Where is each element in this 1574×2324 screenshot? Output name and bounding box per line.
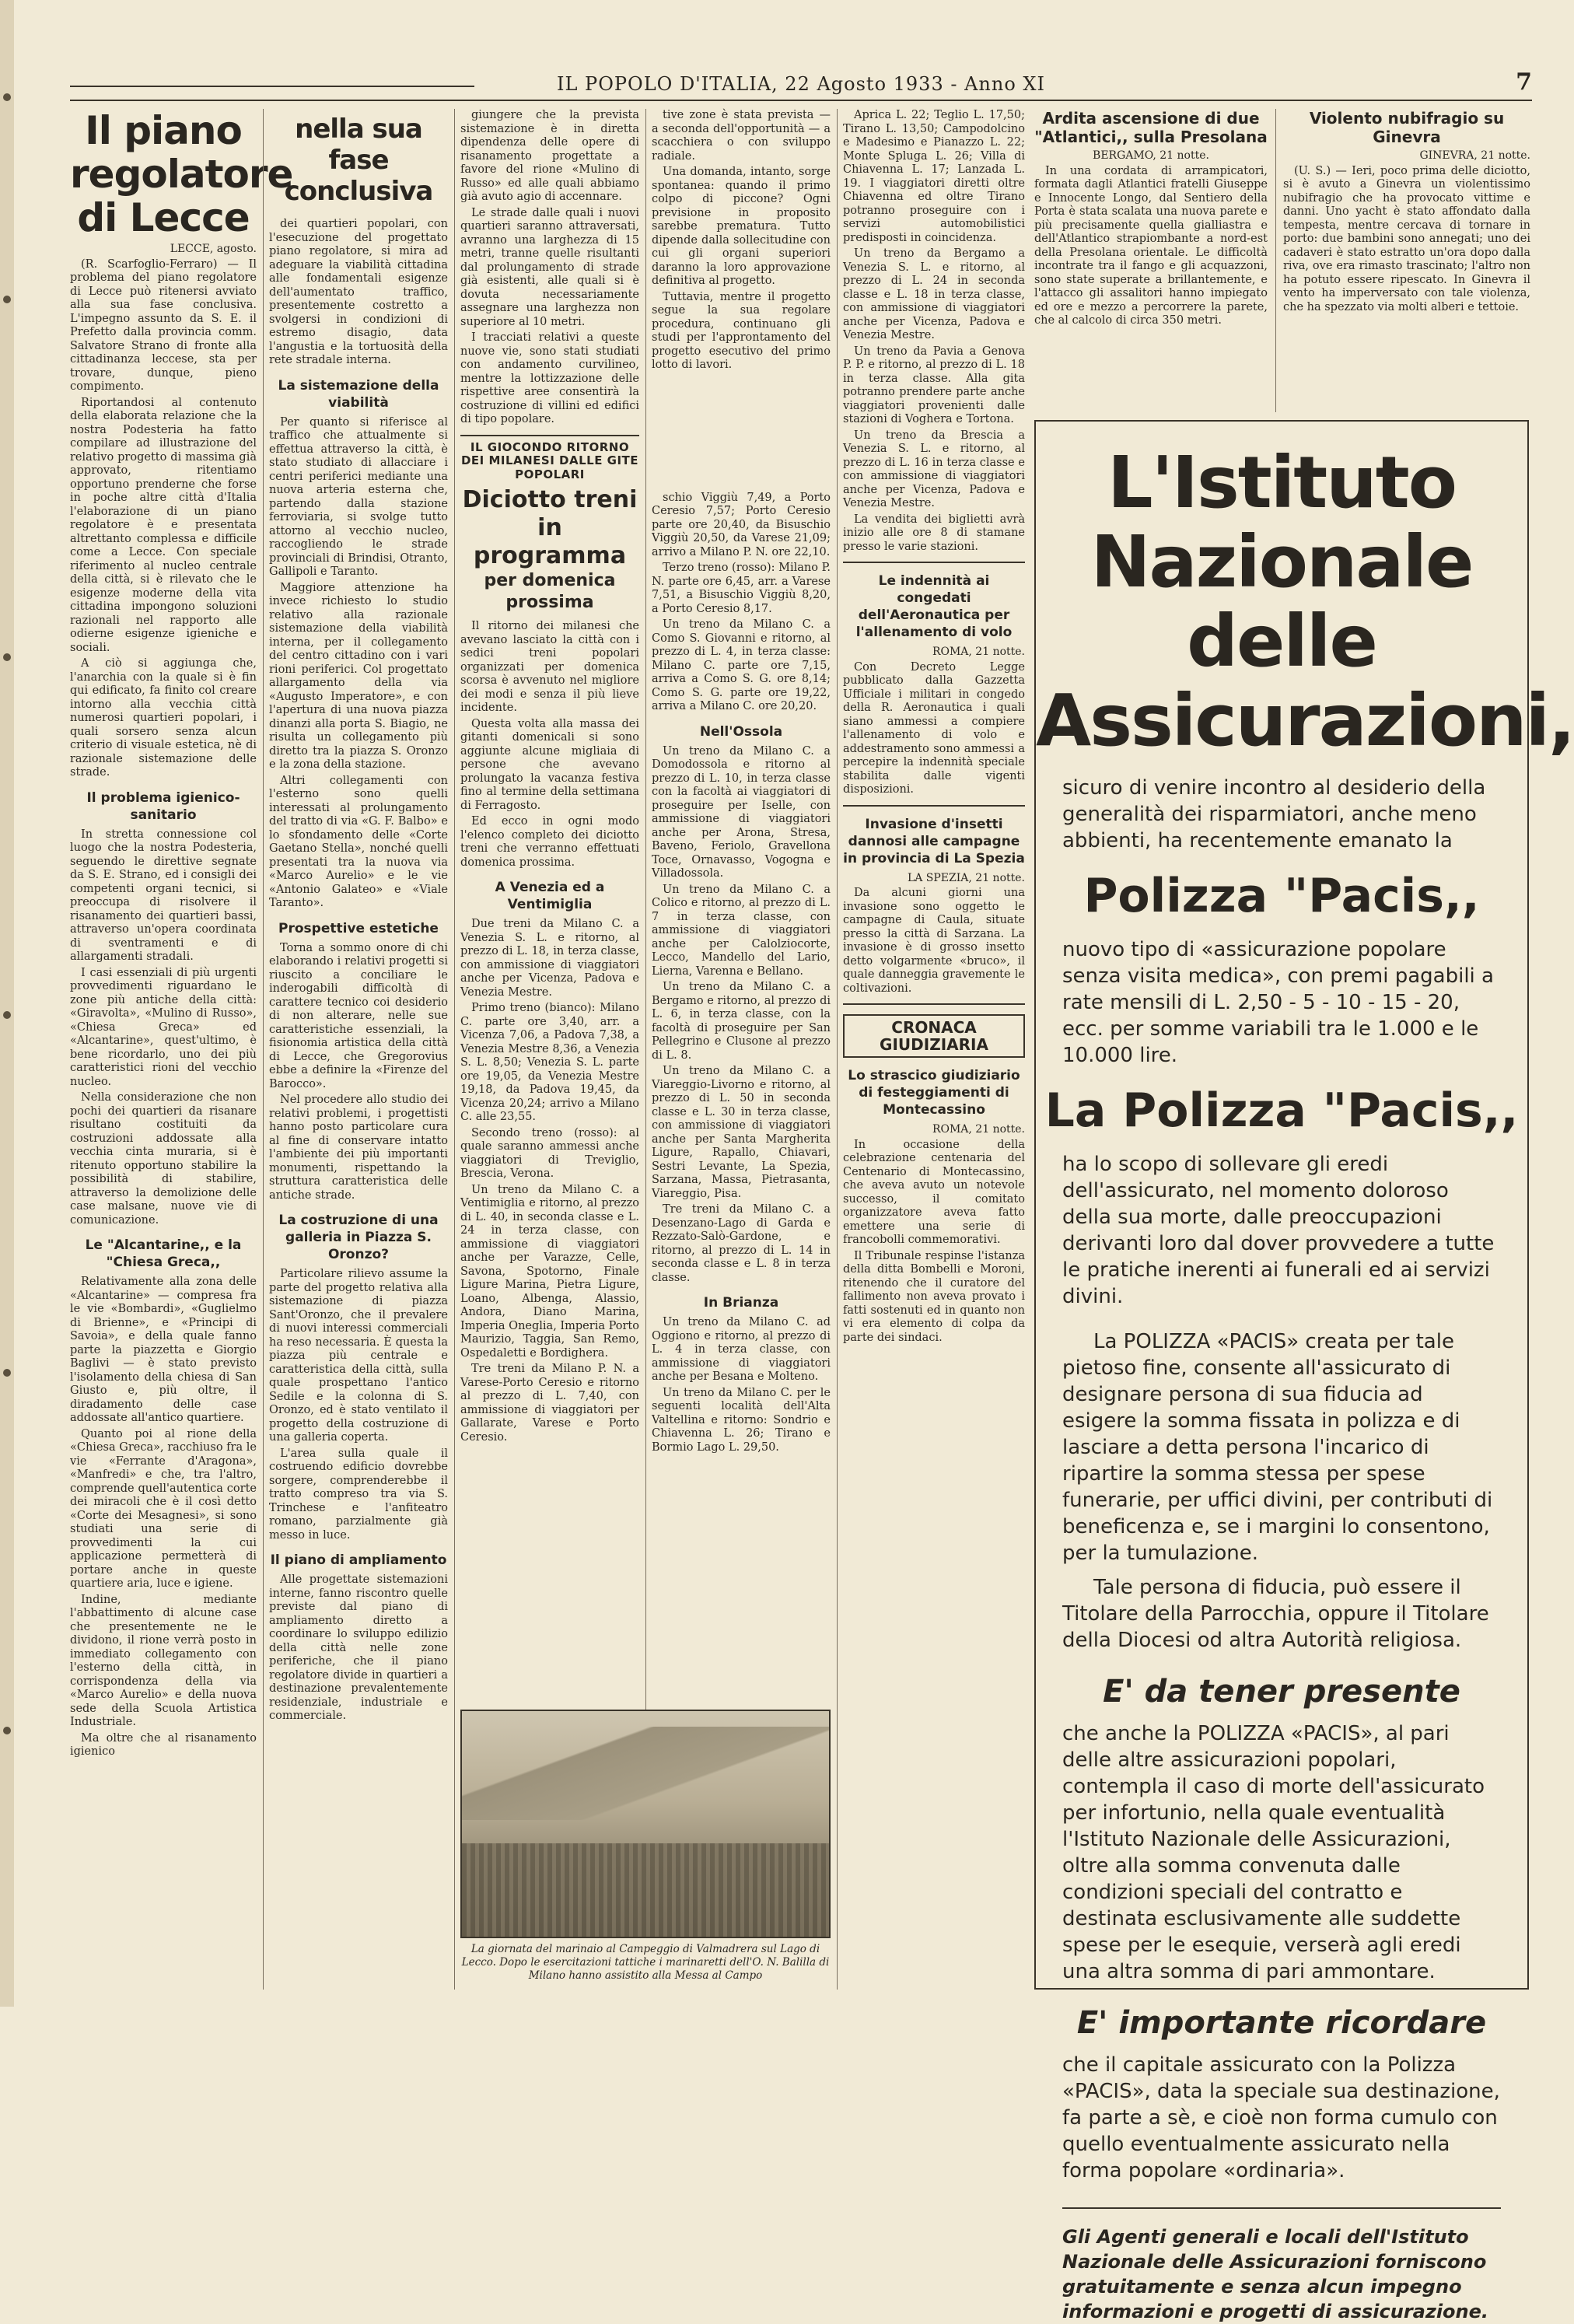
lecce-paragraph: I tracciati relativi a queste nuove vie, sono stati studiati con andamento curvilineo, mentre la lottizzazione delle rispettive aree consentirà la costruzione di villini ed edifici di tipo popolare. bbox=[460, 331, 639, 425]
lecce-paragraph: Indine, mediante l'abbattimento di alcune case che presentemente ne le dividono, il rione verrà posto in immediato collegamento con l'esterno della città, in corrispondenza della via «Marco Aurelio» e della nuova sede della Scuola Artistica Industriale. bbox=[70, 1593, 257, 1728]
ad-presente: che anche la POLIZZA «PACIS», al pari delle altre assicurazioni popolari, contempla il caso di morte dell'assicurato per infortunio, nella quale eventualità l'Istituto Nazionale delle Assicurazioni, oltre alla somma convenuta dalle condizioni speciali del contratto e destinata esclusivamente alle suddette spese per le esequie, verserà agli eredi una altra somma di pari ammontare. bbox=[1062, 1722, 1485, 1983]
top-right-news bbox=[1034, 109, 1532, 412]
subhead-galleria: La costruzione di una galleria in Piazza S. Oronzo? bbox=[278, 1213, 439, 1262]
treni-paragraph: Un treno da Milano C. per le seguenti località dell'Alta Valtellina e ritorno: Sondrio e Chiavenna L. 26; Tirano e Bormio Lago L. 29,50. bbox=[652, 1386, 831, 1454]
presolana-headline: Ardita ascensione di due "Atlantici,, sulla Presolana bbox=[1034, 109, 1268, 146]
lecce-paragraph: tive zone è stata prevista — a seconda dell'opportunità — a scacchiera o con sviluppo radiale. bbox=[652, 109, 831, 163]
treni-paragraph: Il ritorno dei milanesi che avevano lasciato la città con i sedici treni popolari organizzati per domenica scorsa è avvenuto nel migliore dei modi e senza il più lieve incidente. bbox=[460, 620, 639, 714]
ad-creata: La POLIZZA «PACIS» creata per tale pietoso fine, consente all'assicurato di designare persona di sua fiducia ad esigere la somma fissata in polizza e di lasciare a detta persona l'incarico di ripartire la somma stessa per spese funerarie, per uffici divini, per contributi di beneficenza e, se i margini lo consentono, per la tumulazione. bbox=[1062, 1330, 1493, 1565]
lecce-paragraph: Tuttavia, mentre il progetto segue la sua regolare procedura, continuano gli studi per l'approntamento del progetto esecutivo del primo lotto di lavori. bbox=[652, 290, 831, 371]
ad-scopo: ha lo scopo di sollevare gli eredi dell'assicurato, nel momento doloroso della sua morte, dalle preoccupazioni derivanti loro dal dover provvedere a tutte le pratiche inerenti ai funerali ed ai servizi divini. bbox=[1062, 1153, 1495, 1308]
lecce-paragraph: Nel procedere allo studio dei relativi problemi, i progettisti hanno posto particolare cura al fine di conservare intatto l'ambiente dei più importanti monumenti, rispettando la struttura caratteristica delle antiche strade. bbox=[269, 1094, 448, 1202]
treni-paragraph: Un treno da Milano C. ad Oggiono e ritorno, al prezzo di L. 4 in terza classe, con ammissione di viaggiatori anche per Besana e Molteno. bbox=[652, 1316, 831, 1383]
treni-paragraph: Tre treni da Milano P. N. a Varese-Porto Ceresio e ritorno al prezzo di L. 7,40, con ammissione di viaggiatori per Gallarate, Varese e Porto Ceresio. bbox=[460, 1363, 639, 1444]
treni-paragraph: Questa volta alla massa dei gitanti domenicali si sono aggiunte alcune migliaia di persone che avevano prolungato la vacanza festiva fino al termine della settimana di Ferragosto. bbox=[460, 717, 639, 812]
lecce-paragraph: dei quartieri popolari, con l'esecuzione del progettato piano regolatore, si mira ad adeguare la viabilità cittadina alle fondamentali esigenze dell'aumentato traffico, presentemente costretto a svolgersi in condizioni di estremo disagio, data l'angustia e la tortuosità della rete stradale interna. bbox=[269, 218, 448, 366]
lecce-paragraph: I casi essenziali di più urgenti provvedimenti riguardano le zone più antiche della città: «Giravolta», «Mulino di Russo», «Chiesa Greca» ed «Alcantarine», quest'ultimo, è bene ricordarlo, uno dei più caratteristici rioni del vecchio nucleo. bbox=[70, 966, 257, 1088]
column-treni-1 bbox=[460, 109, 639, 1990]
treni-paragraph: schio Viggiù 7,49, a Porto Ceresio 7,57; Porto Ceresio parte ore 20,40, da Bisuschio Viggiù 20,50, da Varese 21,09; arrivo a Milano P. N. ore 22,10. bbox=[652, 491, 831, 558]
lecce-paragraph: Riportandosi al contenuto della elaborata relazione che la nostra Podesteria ha fatto compilare ad illustrazione del relativo progetto di massima già approvato, ritentiamo opportuno prenderne che forse in poche altre città d'Italia l'elaborazione di un piano regolatore è e presentata altrettanto complessa e difficile come a Lecce. Con speciale riferimento al nucleo centrale della città, si è rilevato che le esigenze moderne della vita cittadina impongono soluzioni razionali nel rapporto alle odierne esigenze igieniche e sociali. bbox=[70, 396, 257, 654]
treni-paragraph: Tre treni da Milano C. a Desenzano-Lago di Garda e Rezzato-Salò-Gardone, e ritorno, al prezzo di L. 14 in seconda classe e L. 8 in terza classe. bbox=[652, 1203, 831, 1284]
lecce-paragraph: Una domanda, intanto, sorge spontanea: quando il primo colpo di piccone? Ogni previsione in proposito sarebbe prematura. Tutto dipende dalla sollecitudine con cui gli organi superiori daranno la loro approvazione definitiva al progetto. bbox=[652, 166, 831, 287]
lecce-paragraph: Altri collegamenti con l'esterno sono quelli interessati al prolungamento del tratto di via «G. F. Balbo» e lo sfondamento delle «Corte Gaetano Stella», nonché quelli presentati tra la nuova via «Marco Aurelio» e le vie «Antonio Galateo» e «Viale Taranto». bbox=[269, 774, 448, 909]
ad-polizza-heading-2: La Polizza "Pacis,, bbox=[1044, 1083, 1519, 1138]
section-rule bbox=[460, 435, 639, 436]
ginevra-article bbox=[1283, 109, 1530, 412]
binding-hole bbox=[3, 1011, 11, 1019]
ginevra-headline: Violento nubifragio su Ginevra bbox=[1309, 109, 1505, 146]
column-lecce-2 bbox=[269, 109, 448, 1990]
ad-intro: sicuro di venire incontro al desiderio della generalità dei risparmiatori, anche meno abbienti, ha recentemente emanato la bbox=[1062, 776, 1486, 852]
treni-paragraph: Ed ecco in ogni modo l'elenco completo dei diciotto treni che verranno effettuati domenica prossima. bbox=[460, 815, 639, 869]
subhead-venezia: A Venezia ed a Ventimiglia bbox=[495, 880, 605, 912]
presolana-article bbox=[1034, 109, 1268, 412]
treni-paragraph: Secondo treno (rosso): al quale saranno ammessi anche viaggiatori di Treviglio, Brescia, Verona. bbox=[460, 1126, 639, 1180]
treni-paragraph: Primo treno (bianco): Milano C. parte ore 3,40, arr. a Vicenza 7,06, a Padova 7,38, a Venezia Mestre 8,36, a Venezia S. L. 8,50; Venezia S. L. parte ore 19,05, da Venezia Mestre 19,18, da Padova 19,45, da Vicenza 20,24; arrivo a Milano C. alle 23,55. bbox=[460, 1002, 639, 1123]
section-rule bbox=[843, 562, 1025, 563]
binding-hole bbox=[3, 653, 11, 661]
subhead-brianza: In Brianza bbox=[703, 1295, 779, 1311]
cronaca-paragraph: In occasione della celebrazione centenaria del Centenario di Montecassino, che aveva avuto un notevole successo, il comitato organizzatore aveva fatto emettere una serie di francobolli commemorativi. bbox=[843, 1138, 1025, 1246]
insetti-paragraph: Da alcuni giorni una invasione sono oggetto le campagne di Caula, situate presso la città di Sarzana. La invasione è di grosso insetto detto volgarmente «bruco», il quale danneggia gravemente le coltivazioni. bbox=[843, 887, 1025, 995]
column-separator bbox=[454, 109, 455, 1990]
ad-ricordare: che il capitale assicurato con la Polizza «PACIS», data la speciale sua destinazione, fa parte a sè, e cioè non forma cumulo con quello eventualmente assicurato nella forma popolare «ordinaria». bbox=[1062, 2053, 1500, 2182]
ginevra-dateline: GINEVRA, 21 notte. bbox=[1419, 149, 1530, 162]
binding-hole bbox=[3, 296, 11, 303]
treni-paragraph: Un treno da Milano C. a Domodossola e ritorno al prezzo di L. 10, in terza classe con la facoltà ai viaggiatori di proseguire per Iselle, con ammissione di viaggiatori anche per Arona, Stresa, Baveno, Feriolo, Gravellona Toce, Ornavasso, Vogogna e Villadossola. bbox=[652, 744, 831, 880]
treni-paragraph: Due treni da Milano C. a Venezia S. L. e ritorno, al prezzo di L. 18, in terza classe, con ammissione di viaggiatori anche per Vicenza, Padova e Venezia Mestre. bbox=[460, 918, 639, 999]
ad-divider bbox=[1062, 2207, 1501, 2209]
lecce-paragraph: giungere che la prevista sistemazione è in diretta dipendenza delle opere di risanamento progettate a favore del rione «Mulino di Russo» ed alle quali abbiamo già avuto agio di accennare. bbox=[460, 109, 639, 203]
news-photo bbox=[460, 1710, 831, 1938]
ad-polizza-heading: Polizza "Pacis,, bbox=[1083, 869, 1480, 923]
lecce-paragraph: A ciò si aggiunga che, l'anarchia con la quale si è fin qui edificato, fa finito col creare intorno alla vecchia città numerosi quartieri popolari, i quali sorsero senza alcun criterio di visuale estetica, nè di razionale sistemazione delle strade. bbox=[70, 657, 257, 779]
lecce-paragraph: Ma oltre che al risanamento igienico bbox=[70, 1731, 257, 1758]
lecce-headline: Il piano regolatore di Lecce bbox=[70, 108, 293, 240]
treni-paragraph: Aprica L. 22; Teglio L. 17,50; Tirano L. 13,50; Campodolcino e Madesimo e Pianazzo L. 22; Monte Spluga L. 26; Villa di Chiavenna L. 17; Lanzada L. 19. I viaggiatori diretti oltre Chiavenna ed oltre Tirano potranno proseguire con i servizi automobilistici predisposti in coincidenza. bbox=[843, 109, 1025, 244]
masthead bbox=[70, 68, 1532, 101]
page-binding-edge bbox=[0, 0, 14, 2007]
column-separator bbox=[263, 109, 264, 1990]
binding-hole bbox=[3, 93, 11, 101]
lecce-paragraph: (R. Scarfoglio-Ferraro) — Il problema del piano regolatore di Lecce può ritenersi avviato alla sua fase conclusiva. L'impegno assunto da S. E. il Prefetto dalla provincia comm. Salvatore Strano di fronte alla cittadinanza leccese, sta per trovare, dunque, pieno compimento. bbox=[70, 257, 257, 393]
treni-kicker: IL GIOCONDO RITORNO DEI MILANESI DALLE GITE POPOLARI bbox=[460, 439, 639, 481]
section-rule bbox=[843, 1003, 1025, 1005]
photo-crowd bbox=[462, 1843, 829, 1937]
photo-block bbox=[460, 1710, 831, 1990]
cronaca-paragraph: Il Tribunale respinse l'istanza della ditta Bombelli e Moroni, ritenendo che il curatore del fallimento non aveva provato i fatti sostenuti ed in quanto non vi era elemento di colpa da parte dei sindaci. bbox=[843, 1249, 1025, 1344]
treni-subheadline: per domenica prossima bbox=[484, 571, 616, 612]
insetti-headline: Invasione d'insetti dannosi alle campagne in provincia di La Spezia bbox=[843, 816, 1025, 866]
treni-paragraph: La vendita dei biglietti avrà inizio alle ore 8 di stamane presso le varie stazioni. bbox=[843, 513, 1025, 553]
lecce-paragraph: Particolare rilievo assume la parte del progetto relativa alla sistemazione di piazza Sant'Oronzo, che il prevalere di nuovi interessi commerciali ha reso necessaria. È questa la piazza più centrale e caratteristica della città, sulla quale prospettano l'antico Sedile e la colonna di S. Oronzo, ed è stato ventilato il progetto della costruzione di una galleria coperta. bbox=[269, 1268, 448, 1444]
ad-footer: Gli Agenti generali e locali dell'Istituto Nazionale delle Assicurazioni forniscono gratuitamente e senza alcun impegno informazioni e progetti di assicurazione. bbox=[1062, 2226, 1489, 2322]
column-lecce bbox=[70, 108, 293, 1990]
ad-heading-presente: E' da tener presente bbox=[1103, 1674, 1460, 1710]
advertisement-ina bbox=[1034, 420, 1574, 2322]
lecce-paragraph: Torna a sommo onore di chi elaborando i relativi progetti si riuscito a conciliare le inderogabili difficoltà di carattere tecnico coi desiderio di non alterare, nelle sue caratteristiche essenziali, la fisionomia artistica della città di Lecce, che Gregorovius ebbe a definire la «Firenze del Barocco». bbox=[269, 941, 448, 1090]
treni-paragraph: Un treno da Bergamo a Venezia S. L. e ritorno, al prezzo di L. 24 in seconda classe e L. 18 in terza classe, con ammissione di viaggiatori anche per Vicenza, Padova e Venezia Mestre. bbox=[843, 247, 1025, 341]
subhead-ossola: Nell'Ossola bbox=[699, 723, 783, 740]
lecce-paragraph: Maggiore attenzione ha invece richiesto lo studio relativo alla razionale sistemazione della viabilità interna, per il collegamento del centro cittadino con i vari rioni periferici. Col progettato allargamento della via «Augusto Imperatore», e con l'apertura di una nuova piazza dinanzi alla porta S. Biagio, ne risulta un collegamento più diretto tra la piazza S. Oronzo e la zona della stazione. bbox=[269, 581, 448, 771]
subhead-ampliamento: Il piano di ampliamento bbox=[270, 1552, 447, 1568]
treni-paragraph: Un treno da Brescia a Venezia S. L. e ritorno, al prezzo di L. 16 in terza classe e con ammissione di viaggiatori anche per Vicenza, Padova e Venezia Mestre. bbox=[843, 429, 1025, 509]
cronaca-title: CRONACA GIUDIZIARIA bbox=[843, 1014, 1025, 1058]
ad-heading-ricordare: E' importante ricordare bbox=[1076, 2005, 1487, 2041]
photo-mountains bbox=[462, 1727, 829, 1820]
column-separator bbox=[645, 109, 646, 1990]
lecce-paragraph: In stretta connessione col luogo che la nostra Podesteria, seguendo le direttive segnate da S. E. Strano, ed i consigli dei competenti organi tecnici, si preoccupa di risolvere il risanamento dei quartieri bassi, attraverso un'opera coordinata di sventramenti e di allargamenti stradali. bbox=[70, 828, 257, 963]
ad-title-2: delle Assicurazioni, bbox=[1036, 600, 1574, 762]
ad-title-1: L'Istituto Nazionale bbox=[1090, 441, 1473, 604]
cronaca-headline: Lo strascico giudiziario di festeggiamenti di Montecassino bbox=[848, 1068, 1020, 1118]
masthead-rule bbox=[70, 86, 474, 87]
lecce-dateline: LECCE, agosto. bbox=[170, 243, 257, 255]
column-treni-2 bbox=[652, 109, 831, 1990]
lecce-paragraph: Nella considerazione che non pochi dei quartieri da risanare risultano costituiti da costruzioni addossate alla vecchia cinta muraria, si è ritenuto opportuno stabilire la possibilità di stabilire, attraverso la demolizione delle case malsane, nuove vie di comunicazione. bbox=[70, 1091, 257, 1227]
lecce-paragraph: Quanto poi al rione della «Chiesa Greca», racchiuso fra le vie «Ferrante d'Aragona», «Manfredi» e che, tra l'altro, comprende quell'autentica corte dei miracoli che è il così detto «Corte dei Mesagnesi», si sono studiati una serie di provvedimenti la cui applicazione permetterà di portare anche in queste quartiere aria, luce e igiene. bbox=[70, 1427, 257, 1590]
newspaper-page bbox=[70, 68, 1574, 2322]
page-number: 7 bbox=[1516, 68, 1532, 96]
lecce-paragraph: Per quanto si riferisce al traffico che attualmente si effettua attraverso la città, è stato studiato di allacciare i centri periferici mediante una nuova arteria esterna che, partendo dalla stazione ferroviaria, si svolge tutto attorno al vecchio nucleo, raccogliendo le strade provinciali di Brindisi, Otranto, Gallipoli e Taranto. bbox=[269, 415, 448, 578]
ad-nuovo-tipo: nuovo tipo di «assicurazione popolare senza visita medica», con premi pagabili a rate mensili di L. 2,50 - 5 - 10 - 15 - 20, ecc. per somme variabili tra le 1.000 e le 10.000 lire. bbox=[1062, 938, 1494, 1067]
subhead-estetiche: Prospettive estetiche bbox=[278, 920, 439, 936]
lecce-paragraph: L'area sulla quale il costruendo edificio dovrebbe sorgere, comprenderebbe il tratto compreso tra via S. Trinchese e l'anfiteatro romano, parzialmente già messo in luce. bbox=[269, 1447, 448, 1542]
lecce-subhead-igienico: Il problema igienico-sanitario bbox=[86, 789, 240, 823]
binding-hole bbox=[3, 1727, 11, 1734]
lecce-paragraph: Relativamente alla zona delle «Alcantarine» — compresa fra le vie «Bombardi», «Guglielmo di Brienne», e «Principi di Savoia», e della quale fanno parte la piazzetta e Giorgio Baglivi — è stato previsto l'isolamento della chiesa di San Giusto e, più oltre, il diradamento delle case addossate all'antico quartiere. bbox=[70, 1276, 257, 1424]
right-area bbox=[1034, 109, 1574, 2322]
subhead-viabilita: La sistemazione della viabilità bbox=[278, 377, 439, 411]
treni-paragraph: Un treno da Milano C. a Bergamo e ritorno, al prezzo di L. 6, in terza classe, con la facoltà di proseguire per San Pellegrino e Clusone al prezzo di L. 8. bbox=[652, 981, 831, 1062]
lecce-paragraph: Le strade dalle quali i nuovi quartieri saranno attraversati, avranno una larghezza di 15 metri, tranne quelle risultanti dal prolungamento di strade già esistenti, alle quali si è dovuta necessariamente assegnare una larghezza non superiore al 10 metri. bbox=[460, 206, 639, 328]
presolana-paragraph: In una cordata di arrampicatori, formata dagli Atlantici fratelli Giuseppe e Innocente Longo, dal Sentiero della Porta è stata scalata una nuova parete e più precisamente quella gialliastra e dell'Atlantico strapiombante a nord-est della Presolana orientale. Le difficoltà incontrate tra il fango e gli acquazzoni, sono state superate a brillantemente, e l'attacco gli assalitori hanno impiegato ed ore e mezzo a percorrere la parete, che al calcolo di circa 350 metri. bbox=[1034, 164, 1268, 327]
treni-paragraph: Un treno da Milano C. a Colico e ritorno, al prezzo di L. 7 in terza classe, con ammissione di viaggiatori anche per Calolziocorte, Lecco, Mandello del Lario, Lierna, Varenna e Bellano. bbox=[652, 883, 831, 978]
masthead-title: IL POPOLO D'ITALIA, 22 Agosto 1933 - Anno XI bbox=[557, 73, 1045, 95]
aeronautica-paragraph: Con Decreto Legge pubblicato dalla Gazzetta Ufficiale i militari in congedo della R. Aeronautica i quali siano ammessi a compiere l'allenamento di volo e addestramento sono ammessi a percepire la indennità speciale stabilita dalle vigenti disposizioni. bbox=[843, 660, 1025, 796]
treni-paragraph: Terzo treno (rosso): Milano P. N. parte ore 6,45, arr. a Varese 7,51, a Bisuschio Viggiù 8,20, a Porto Ceresio 8,17. bbox=[652, 562, 831, 615]
ginevra-paragraph: (U. S.) — Ieri, poco prima delle diciotto, si è avuto a Ginevra un violentissimo nubifragio che ha provocato vittime e danni. Uno yacht è stato affondato dalla tempesta, mentre cercava di tornare in porto: due bambini sono annegati; uno dei cadaveri è stato estratto un'ora dopo dalla riva, ove era rimasto trascinato; l'altro non ha potuto essere ripescato. In Ginevra il vento ha imperversato con tale violenza, che ha spezzato via molti alberi e tettoie. bbox=[1283, 164, 1530, 313]
lecce-subhead-alcantarine: Le "Alcantarine,, e la "Chiesa Greca,, bbox=[85, 1237, 242, 1270]
treni-headline: Diciotto treni in programma bbox=[462, 486, 638, 569]
section-rule bbox=[843, 805, 1025, 807]
presolana-dateline: BERGAMO, 21 notte. bbox=[1093, 149, 1209, 162]
insetti-dateline: LA SPEZIA, 21 notte. bbox=[907, 871, 1025, 884]
column-separator bbox=[837, 109, 838, 1990]
treni-paragraph: Un treno da Milano C. a Viareggio-Livorno e ritorno, al prezzo di L. 50 in seconda classe e L. 30 in terza classe, con ammissione di viaggiatori anche per Santa Margherita Ligure, Rapallo, Chiavari, Sestri Levante, La Spezia, Sarzana, Massa, Pietrasanta, Viareggio, Pisa. bbox=[652, 1065, 831, 1200]
column-notizie bbox=[843, 109, 1025, 1990]
aeronautica-dateline: ROMA, 21 notte. bbox=[932, 646, 1025, 658]
spacer bbox=[652, 375, 831, 492]
photo-caption: La giornata del marinaio al Campeggio di Valmadrera sul Lago di Lecco. Dopo le esercitazioni tattiche i marinaretti dell'O. N. Balilla di Milano hanno assistito alla Messa al Campo bbox=[461, 1943, 830, 1982]
treni-paragraph: Un treno da Milano C. a Ventimiglia e ritorno, al prezzo di L. 40, in seconda classe e L. 24 in terza classe, con ammissione di viaggiatori anche per Varazze, Celle, Savona, Spotorno, Finale Ligure Marina, Pietra Ligure, Loano, Albenga, Alassio, Andora, Diano Marina, Imperia Oneglia, Imperia Porto Maurizio, Taggia, San Remo, Ospedaletti e Bordighera. bbox=[460, 1183, 639, 1360]
ad-fiducia: Tale persona di fiducia, può essere il Titolare della Parrocchia, oppure il Titolare della Diocesi od altra Autorità religiosa. bbox=[1062, 1576, 1489, 1652]
lecce-headline-2: nella sua fase conclusiva bbox=[284, 114, 433, 207]
treni-paragraph: Un treno da Milano C. a Como S. Giovanni e ritorno, al prezzo di L. 4, in terza classe: Milano C. parte ore 7,15, arriva a Como S. G. ore 8,14; Como S. G. parte ore 19,22, arriva a Milano C. ore 20,20. bbox=[652, 618, 831, 712]
binding-hole bbox=[3, 1369, 11, 1377]
lecce-paragraph: Alle progettate sistemazioni interne, fanno riscontro quelle previste dal piano di ampliamento diretto a coordinare lo sviluppo edilizio della città nelle zone periferiche, che il piano regolatore divide in quartieri a destinazione prevalentemente residenziale, industriale e commerciale. bbox=[269, 1573, 448, 1722]
column-separator bbox=[1275, 109, 1276, 412]
cronaca-dateline: ROMA, 21 notte. bbox=[932, 1123, 1025, 1136]
treni-paragraph: Un treno da Pavia a Genova P. P. e ritorno, al prezzo di L. 18 in terza classe. Alla gita potranno prendere parte anche viaggiatori provenienti dalle stazioni di Voghera e Tortona. bbox=[843, 345, 1025, 425]
aeronautica-headline: Le indennità ai congedati dell'Aeronautica per l'allenamento di volo bbox=[855, 573, 1013, 640]
